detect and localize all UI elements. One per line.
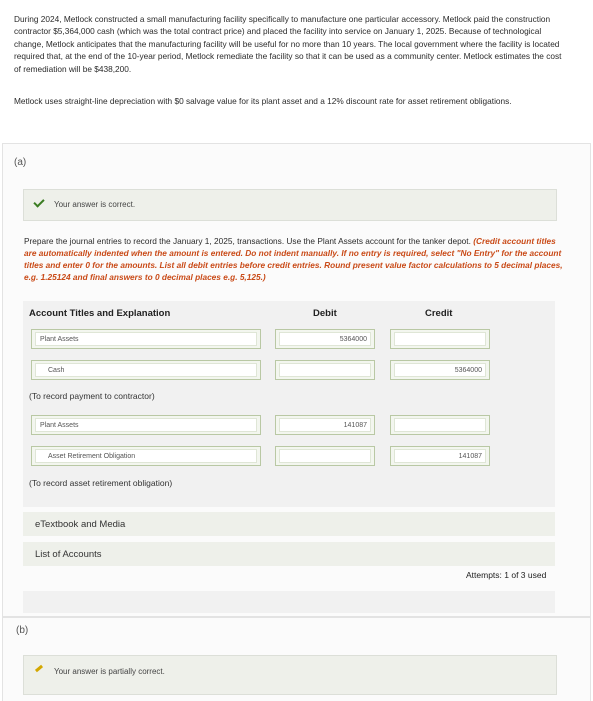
correct-answer-text: Your answer is correct. bbox=[54, 200, 136, 209]
etextbook-link[interactable]: eTextbook and Media bbox=[23, 512, 555, 536]
partial-answer-banner bbox=[23, 655, 557, 695]
debit-field-3[interactable]: 141087 bbox=[275, 415, 375, 435]
part-a-label: (a) bbox=[14, 157, 27, 168]
debit-field-2[interactable] bbox=[275, 360, 375, 380]
account-field-2[interactable]: Cash bbox=[31, 360, 261, 380]
instructions-main: Prepare the journal entries to record the January 1, 2025, transactions. Use the Plant Assets account for the tanker depot. bbox=[24, 236, 471, 246]
header-credit: Credit bbox=[425, 308, 453, 319]
account-field-4[interactable]: Asset Retirement Obligation bbox=[31, 446, 261, 466]
list-of-accounts-link[interactable]: List of Accounts bbox=[23, 542, 555, 566]
account-field-3[interactable]: Plant Assets bbox=[31, 415, 261, 435]
credit-field-2[interactable]: 5364000 bbox=[390, 360, 490, 380]
debit-field-1[interactable]: 5364000 bbox=[275, 329, 375, 349]
partial-answer-text: Your answer is partially correct. bbox=[54, 667, 165, 676]
note-payment: (To record payment to contractor) bbox=[29, 391, 155, 401]
correct-answer-banner bbox=[23, 189, 557, 221]
header-account-titles: Account Titles and Explanation bbox=[29, 308, 171, 319]
journal-entry-table bbox=[23, 301, 555, 507]
header-debit: Debit bbox=[313, 308, 337, 319]
account-field-1[interactable]: Plant Assets bbox=[31, 329, 261, 349]
problem-statement: During 2024, Metlock constructed a small manufacturing facility specifically to manufacture one particular accessory. Metlock paid the construction contractor $5,364,000 cash (which was the total contract price) and placed the facility into service on January 1, 2025. Because of technological change, Metlock anticipates that the manufacturing facility will be useful for no more than 10 years. The local government where the facility is located required that, at the end of the 10-year period, Metlock remediate the facility so that it can be used as a community center. Metlock estimates the cost of remediation will be $438,200. bbox=[14, 14, 562, 74]
part-a-footer-bar bbox=[23, 591, 555, 613]
debit-field-4[interactable] bbox=[275, 446, 375, 466]
note-aro: (To record asset retirement obligation) bbox=[29, 478, 173, 488]
credit-field-3[interactable] bbox=[390, 415, 490, 435]
instructions-emphasis: (Credit account titles are automatically indented when the amount is entered. Do not indent manually. If no entry is required, select "No Entry" for the account titles and enter 0 for the amounts. List all debit entries before credit entries. Round present value factor calculations to 5 decimal places, e.g. 1.25124 and final answers to 0 decimal places e.g. 5,125.) bbox=[24, 236, 563, 282]
credit-field-4[interactable]: 141087 bbox=[390, 446, 490, 466]
credit-field-1[interactable] bbox=[390, 329, 490, 349]
checkmark-icon bbox=[33, 196, 44, 207]
method-statement: Metlock uses straight-line depreciation with $0 salvage value for its plant asset and a 12% discount rate for asset retirement obligations. bbox=[14, 96, 512, 106]
instructions bbox=[24, 235, 569, 283]
attempts-counter: Attempts: 1 of 3 used bbox=[466, 570, 547, 580]
part-b-label: (b) bbox=[16, 625, 29, 636]
pencil-icon bbox=[35, 665, 43, 672]
